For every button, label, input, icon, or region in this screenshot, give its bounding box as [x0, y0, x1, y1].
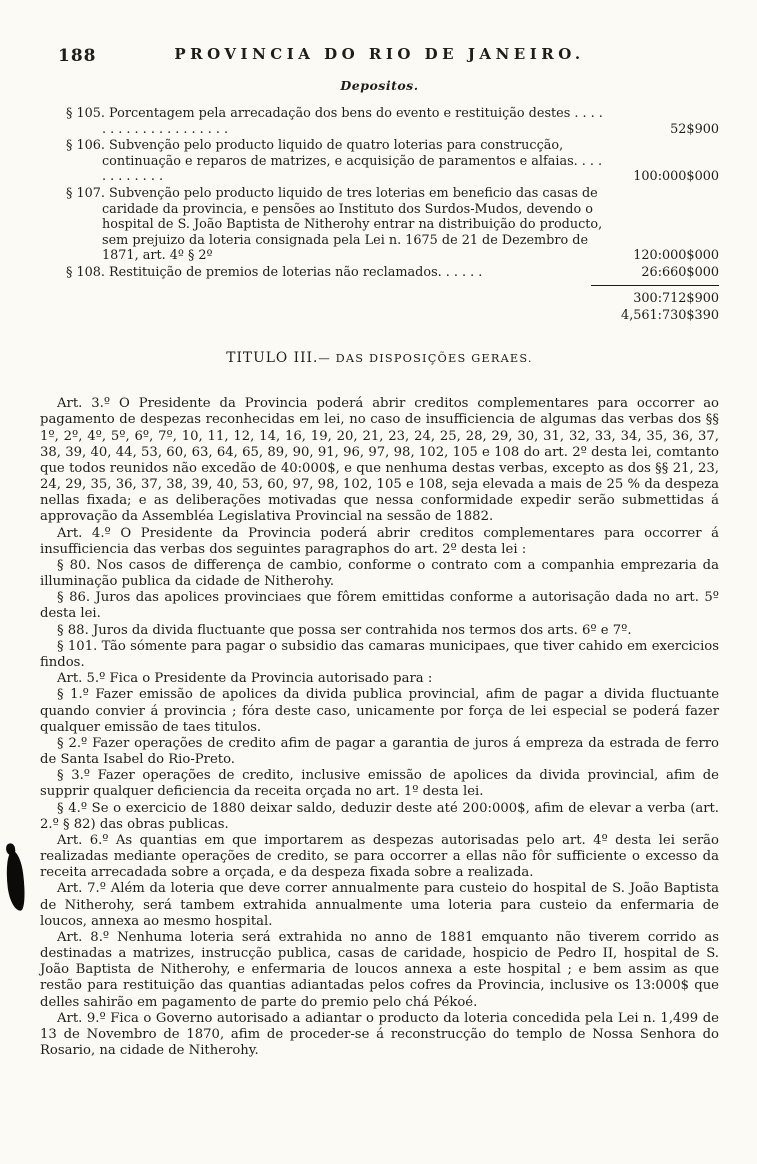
article-paragraph: § 88. Juros da divida fluctuante que possa ser contrahida nos termos dos arts. 6º e 7º.: [57, 622, 632, 638]
article-paragraph: Art. 3.º O Presidente da Provincia poderá abrir creditos complementares para occorrer ao pagamento de despezas reconhecidas em lei, no caso de insufficiencia de algumas das verbas dos §§ 1º, 2º, 4º, 5º, 6º, 7º, 10, 11, 12, 14, 16, 19, 20, 21, 23, 24, 25, 28, 29, 30, 31, 32, 33, 34, 35, 36, 37, 38, 39, 40, 44, 53, 60, 63, 64, 65, 89, 90, 91, 96, 97, 98, 102, 105 e 108 do art. 2º desta lei, comtanto que todos reunidos não excedão de 40:000$, e que nenhuma destas verbas, excepto as dos §§ 21, 23, 24, 29, 35, 36, 37, 38, 39, 40, 53, 60, 97, 98, 102, 105 e 108, seja elevada a mais de 25 % da despeza nellas fixada; e as deliberações motivadas que nessa conformidade expedir serão submettidas á approvação da Assembléa Legislativa Provincial na sessão de 1882.: [40, 396, 719, 525]
deposit-entry-label: § 107. Subvenção pelo producto liquido de tres loterias em beneficio das casas de caridade da provincia, e pensões ao Instituto dos Surdos-Mudos, devendo o hospital de S. João Baptista de Nitherohy entrar na distribuição do producto, sem prejuizo da loteria consignada pela Lei n. 1675 de 21 de Dezembro de 1871, art. 4º § 2º: [66, 186, 603, 264]
deposits-totals: [66, 285, 719, 325]
article-paragraph: § 2.º Fazer operações de credito afim de pagar a garantia de juros á empreza da estrada de ferro de Santa Isabel do Rio-Preto.: [40, 735, 719, 768]
article-paragraph: § 4.º Se o exercicio de 1880 deixar saldo, deduzir deste até 200:000$, afim de elevar a verba (art. 2.º § 82) das obras publicas.: [40, 800, 719, 832]
deposit-entry: [66, 138, 719, 185]
page-number: 188: [58, 46, 97, 66]
deposit-entry-value: 100:000$000: [633, 169, 719, 185]
article-paragraph: § 86. Juros das apolices provinciaes que fôrem emittidas conforme a autorisação dada no art. 5º desta lei.: [40, 590, 719, 622]
article-paragraph: Art. 5.º Fica o Presidente da Provincia autorisado para :: [57, 671, 433, 687]
deposit-entry-value: 26:660$000: [641, 265, 719, 281]
article-paragraph: Art. 4.º O Presidente da Provincia poderá abrir creditos complementares para occorrer á insufficiencia das verbas dos seguintes paragraphos do art. 2º desta lei :: [40, 525, 719, 557]
deposit-entry-label: § 105. Porcentagem pela arrecadação dos bens do evento e restituição destes . . . . . . . . . . . . . . . . . . . .: [66, 106, 603, 137]
deposit-entry: [66, 106, 719, 137]
deposit-entry-value: 52$900: [670, 121, 719, 137]
deposits-subtotal: 300:712$900: [633, 290, 719, 306]
page-header: [40, 44, 719, 66]
titulo-subtitle: — DAS DISPOSIÇÕES GERAES.: [318, 352, 533, 366]
article-paragraph: Art. 7.º Além da loteria que deve correr annualmente para custeio do hospital de S. João Baptista de Nitherohy, será tambem extrahida annualmente uma loteria para custeio da enfermaria de loucos, annexa ao mesmo hospital.: [40, 881, 719, 929]
running-title: PROVINCIA DO RIO DE JANEIRO.: [174, 45, 585, 63]
deposit-entry: [66, 265, 719, 281]
articles-body: [40, 396, 719, 1059]
article-paragraph: Art. 6.º As quantias em que importarem as despezas autorisadas pelo art. 4º desta lei serão realizadas mediante operações de credito, se para occorrer a ellas não fôr sufficiente o excesso da receita arrecadada sobre a orçada, e da despeza fixada sobre a realizada.: [40, 832, 719, 881]
ink-stain-artifact: [3, 850, 27, 912]
article-paragraph: § 1.º Fazer emissão de apolices da divida publica provincial, afim de pagar a divida fluctuante quando convier á provincia ; fóra deste caso, unicamente por força de lei especial se poderá fazer qualquer emissão de taes titulos.: [40, 687, 719, 735]
deposits-grand-total: 4,561:730$390: [621, 307, 719, 323]
deposits-table: [40, 106, 719, 324]
article-paragraph: § 3.º Fazer operações de credito, inclusive emissão de apolices da divida provincial, afim de supprir qualquer deficiencia da receita orçada no art. 1º desta lei.: [40, 768, 719, 800]
deposit-entry: [66, 186, 719, 264]
article-paragraph: § 101. Tão sómente para pagar o subsidio das camaras municipaes, que tiver cahido em exercicios findos.: [40, 638, 719, 670]
section-title: Depositos.: [340, 78, 419, 93]
article-paragraph: Art. 8.º Nenhuma loteria será extrahida no anno de 1881 emquanto não tiverem corrido as destinadas a matrizes, instrucção publica, casas de caridade, hospicio de Pedro II, hospital de S. João Baptista de Nitherohy, e enfermaria de loucos annexa a este hospital ; e bem assim as que restão para restituição das quantias adiantadas pelos cofres da Provincia, inclusive os 13:000$ que delles sahirão em pagamento de parte do premio pelo chá Pékoé.: [40, 929, 719, 1010]
deposit-entry-value: 120:000$000: [633, 248, 719, 264]
deposit-entry-label: § 106. Subvenção pelo producto liquido de quatro loterias para construcção, continuação e reparos de matrizes, e acquisição de paramentos e alfaias. . . . . . . . . . . .: [66, 138, 603, 185]
deposit-entry-label: § 108. Restituição de premios de loterias não reclamados. . . . . .: [66, 265, 483, 281]
totals-rule: [591, 285, 719, 286]
article-paragraph: § 80. Nos casos de differença de cambio, conforme o contrato com a companhia emprezaria da illuminação publica da cidade de Nitherohy.: [40, 557, 719, 590]
article-paragraph: Art. 9.º Fica o Governo autorisado a adiantar o producto da loteria concedida pela Lei n. 1,499 de 13 de Novembro de 1870, afim de proceder-se á reconstrucção do templo de Nossa Senhora do Rosario, na cidade de Nitherohy.: [40, 1010, 719, 1059]
titulo-title: TITULO III.: [226, 350, 319, 367]
titulo-heading: [40, 350, 719, 366]
